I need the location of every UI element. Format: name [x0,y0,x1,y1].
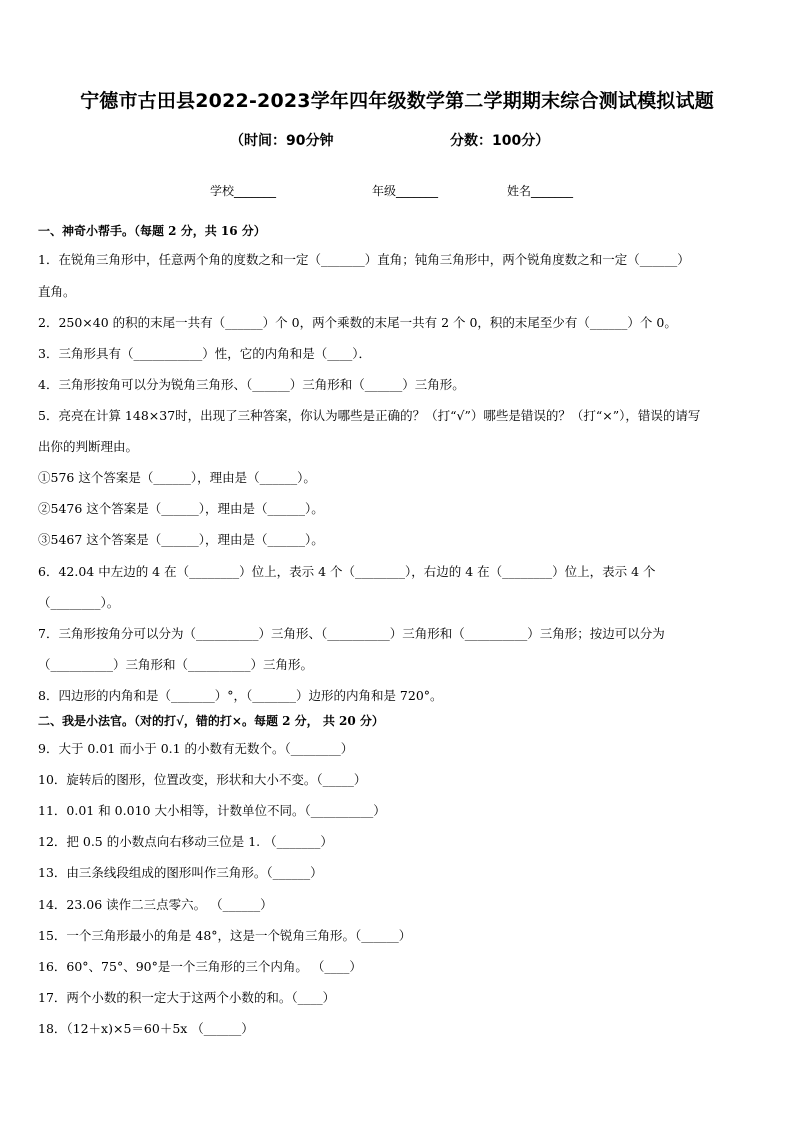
question-5-item-1: ①576 这个答案是（______），理由是（______）。 [38,470,316,485]
question-7-cont: （__________）三角形和（__________）三角形。 [38,657,314,672]
section-heading-2: 二、我是小法官。（对的打√，错的打×。每题 2 分， 共 20 分） [38,714,384,728]
question-13: 13．由三条线段组成的图形叫作三角形。（______） [38,865,323,880]
question-2: 2．250×40 的积的末尾一共有（______）个 0，两个乘数的末尾一共有 2 个 0，积的末尾至少有（______）个 0。 [38,315,677,330]
question-7: 7．三角形按角分可以分为（__________）三角形、（__________）三角形和（__________）三角形；按边可以分为 [38,626,665,641]
time-label: （时间：90分钟 [230,133,334,149]
grade-field: 年级_______ [372,184,439,198]
question-6-cont: （________）。 [38,595,120,610]
name-field: 姓名_______ [507,184,574,198]
question-4: 4．三角形按角可以分为锐角三角形、（______）三角形和（______）三角形。 [38,377,465,392]
question-11: 11．0.01 和 0.010 大小相等，计数单位不同。（__________） [38,803,386,818]
question-17: 17．两个小数的积一定大于这两个小数的和。（____） [38,990,336,1005]
question-5-item-2: ②5476 这个答案是（______），理由是（______）。 [38,501,324,516]
question-8: 8．四边形的内角和是（_______）°，（_______）边形的内角和是 720°。 [38,688,443,703]
question-16: 16．60°、75°、90°是一个三角形的三个内角。 （____） [38,959,362,974]
section-heading-1: 一、神奇小帮手。（每题 2 分，共 16 分） [38,224,266,238]
page-title: 宁德市古田县2022-2023学年四年级数学第二学期期末综合测试模拟试题 [80,90,714,112]
question-9: 9．大于 0.01 而小于 0.1 的小数有无数个。（________） [38,741,354,756]
school-field: 学校_______ [210,184,277,198]
question-10: 10．旋转后的图形，位置改变，形状和大小不变。（_____） [38,772,367,787]
question-14: 14．23.06 读作二三点零六。 （______） [38,897,273,912]
question-6: 6．42.04 中左边的 4 在（________）位上，表示 4 个（________），右边的 4 在（________）位上，表示 4 个 [38,564,656,579]
score-label: 分数：100分） [450,133,550,149]
question-5: 5．亮亮在计算 148×37时，出现了三种答案，你认为哪些是正确的？（打“√”）哪些是错误的？（打“×”），错误的请写 [38,408,701,423]
question-12: 12．把 0.5 的小数点向右移动三位是 1. （_______） [38,834,333,849]
question-5-item-3: ③5467 这个答案是（______），理由是（______）。 [38,532,324,547]
question-18: 18．（12＋x)×5＝60＋5x （______） [38,1021,254,1036]
question-5-cont: 出你的判断理由。 [38,439,139,454]
question-3: 3．三角形具有（___________）性，它的内角和是（____）． [38,346,371,361]
question-1: 1．在锐角三角形中，任意两个角的度数之和一定（_______）直角；钝角三角形中，两个锐角度数之和一定（______） [38,252,690,267]
question-15: 15．一个三角形最小的角是 48°，这是一个锐角三角形。（______） [38,928,412,943]
question-1-cont: 直角。 [38,284,76,299]
